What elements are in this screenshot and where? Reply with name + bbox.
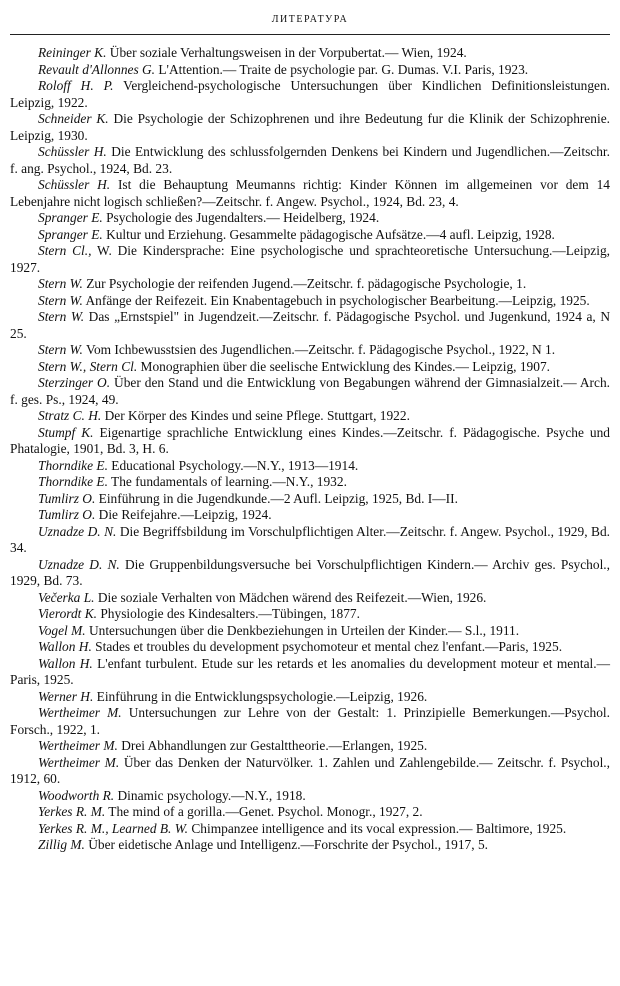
entry-citation: Drei Abhandlungen zur Gestalttheorie.—Erlangen, 1925. xyxy=(117,738,428,753)
bibliography-entry xyxy=(10,788,610,805)
entry-author: Woodworth R. xyxy=(38,787,115,803)
bibliography-entry xyxy=(10,111,610,144)
entry-author: Wallon H. xyxy=(38,655,93,671)
entry-author: Thorndike E. xyxy=(38,457,108,473)
entry-author: Wertheimer M. xyxy=(38,738,118,753)
bibliography-entry xyxy=(10,474,610,491)
entry-citation: Die Psychologie der Schizophrenen und ihre Bedeutung fur die Klinik der Schizophrenie. Leipzig, 1930. xyxy=(10,111,611,143)
bibliography-entry xyxy=(10,491,610,508)
entry-citation: Chimpanzee intelligence and its vocal expression.— Baltimore, 1925. xyxy=(188,820,567,836)
bibliography-entry xyxy=(10,144,610,177)
entry-citation: Psychologie des Jugendalters.— Heidelberg, 1924. xyxy=(102,210,380,225)
entry-citation: Einführung in die Jugendkunde.—2 Aufl. Leipzig, 1925, Bd. I—II. xyxy=(95,490,458,506)
bibliography-entry xyxy=(10,293,610,310)
bibliography-entry xyxy=(10,243,610,276)
bibliography-entry xyxy=(10,425,610,458)
entry-author: Schneider K. xyxy=(38,111,109,126)
header-rule xyxy=(10,34,610,35)
entry-author: Stumpf K. xyxy=(38,424,94,440)
bibliography-entry xyxy=(10,227,610,244)
entry-citation: Über soziale Verhaltungsweisen in der Vorpubertat.— Wien, 1924. xyxy=(106,45,467,60)
entry-citation: Über das Denken der Naturvölker. 1. Zahlen und Zahlengebilde.— Zeitschr. f. Psychol., 1912, 60. xyxy=(10,754,610,786)
entry-citation: Über den Stand und die Entwicklung von Begabungen während der Gimnasialzeit.— Arch. f. ges. Ps., 1924, 49. xyxy=(10,375,610,407)
bibliography-list xyxy=(10,45,610,854)
entry-citation: Der Körper des Kindes und seine Pflege. Stuttgart, 1922. xyxy=(101,408,410,423)
bibliography-entry xyxy=(10,705,610,738)
entry-citation: Einführung in die Entwicklungspsychologie.—Leipzig, 1926. xyxy=(93,688,428,704)
entry-author: Wallon H. xyxy=(38,639,92,654)
entry-author: Revault d'Allonnes G. xyxy=(38,61,156,77)
entry-citation: Educational Psychology.—N.Y., 1913—1914. xyxy=(107,457,359,473)
entry-citation: Stades et troubles du development psychomoteur et mental chez l'enfant.—Paris, 1925. xyxy=(91,639,563,654)
entry-citation: Die Reifejahre.—Leipzig, 1924. xyxy=(95,507,272,522)
bibliography-entry xyxy=(10,342,610,359)
entry-author: Vogel M. xyxy=(38,622,86,638)
entry-citation: The fundamentals of learning.—N.Y., 1932. xyxy=(107,474,347,489)
bibliography-entry xyxy=(10,359,610,376)
entry-citation: Monographien über die seelische Entwicklung des Kindes.— Leipzig, 1907. xyxy=(137,358,550,374)
entry-citation: Vergleichend-psychologische Untersuchungen über Kindlichen Definitionsleistungen. Leipzig, 1922. xyxy=(10,78,610,110)
bibliography-entry xyxy=(10,210,610,227)
entry-citation: Untersuchungen über die Denkbeziehungen in Urteilen der Kinder.— S.l., 1911. xyxy=(85,622,520,638)
bibliography-entry xyxy=(10,62,610,79)
entry-author: Werner H. xyxy=(38,688,94,704)
bibliography-entry xyxy=(10,557,610,590)
entry-author: Večerka L. xyxy=(38,589,95,605)
bibliography-entry xyxy=(10,458,610,475)
entry-author: Stern W. xyxy=(38,309,85,324)
bibliography-entry xyxy=(10,623,610,640)
entry-citation: Eigenartige sprachliche Entwicklung eines Kindes.—Zeitschr. f. Pädagogische. Psyche und Phatalogie, 1901, Bd. 3, H. 6. xyxy=(10,424,610,456)
bibliography-entry xyxy=(10,45,610,62)
bibliography-entry xyxy=(10,755,610,788)
entry-author: Wertheimer M. xyxy=(38,754,120,770)
entry-author: Uznadze D. N. xyxy=(38,556,120,572)
entry-citation: Physiologie des Kindesalters.—Tübingen, 1877. xyxy=(97,606,360,621)
bibliography-entry xyxy=(10,606,610,623)
page xyxy=(10,0,610,854)
bibliography-entry xyxy=(10,408,610,425)
entry-citation: Untersuchungen zur Lehre von der Gestalt: 1. Prinzipielle Bemerkungen.—Psychol. Forsch., 1922, 1. xyxy=(10,705,610,737)
entry-author: Tumlirz O. xyxy=(38,490,96,506)
entry-author: Wertheimer M. xyxy=(38,705,122,720)
entry-author: Spranger E. xyxy=(38,226,103,242)
entry-citation: Ist die Behauptung Meumanns richtig: Kinder Können im allgemeinen vor dem 14 Lebenjahre nicht logisch schließen?—Zeitschr. f. Angew. Psychol., 1924, Bd. 23, 4. xyxy=(10,177,610,209)
entry-author: Stern Cl., xyxy=(38,243,92,258)
bibliography-entry xyxy=(10,804,610,821)
entry-citation: Vom Ichbewusstsien des Jugendlichen.—Zeitschr. f. Pädagogische Psychol., 1922, N 1. xyxy=(82,342,556,357)
entry-citation: L'enfant turbulent. Etude sur les retards et les anomalies du development moteur et mental.—Paris, 1925. xyxy=(10,655,610,687)
entry-author: Stern W. xyxy=(38,276,83,291)
bibliography-entry xyxy=(10,78,610,111)
entry-author: Schüssler H. xyxy=(38,177,111,192)
bibliography-entry xyxy=(10,177,610,210)
entry-author: Stern W. xyxy=(38,342,83,357)
entry-author: Reininger K. xyxy=(38,45,107,60)
entry-citation: Die Gruppenbildungsversuche bei Vorschulpflichtigen Kindern.— Archiv ges. Psychol., 1929, Bd. 73. xyxy=(10,556,610,588)
entry-author: Roloff H. P. xyxy=(38,78,114,93)
bibliography-entry xyxy=(10,276,610,293)
bibliography-entry xyxy=(10,524,610,557)
bibliography-entry xyxy=(10,639,610,656)
bibliography-entry xyxy=(10,689,610,706)
entry-author: Stern W., Stern Cl. xyxy=(38,358,138,374)
bibliography-entry xyxy=(10,821,610,838)
entry-citation: Kultur und Erziehung. Gesammelte pädagogische Aufsätze.—4 aufl. Leipzig, 1928. xyxy=(102,226,555,242)
entry-author: Yerkes R. M. xyxy=(38,804,106,819)
entry-citation: Zur Psychologie der reifenden Jugend.—Zeitschr. f. pädagogische Psychologie, 1. xyxy=(82,276,527,291)
entry-author: Stratz C. H. xyxy=(38,408,102,423)
entry-citation: The mind of a gorilla.—Genet. Psychol. Monogr., 1927, 2. xyxy=(105,804,423,819)
entry-author: Zillig M. xyxy=(38,837,85,852)
entry-citation: Die Entwicklung des schlussfolgernden Denkens bei Kindern und Jugendlichen.—Zeitschr. f. ang. Psychol., 1924, Bd. 23. xyxy=(10,144,610,176)
entry-author: Tumlirz O. xyxy=(38,507,96,522)
entry-citation: Die soziale Verhalten von Mädchen wärend des Reifezeit.—Wien, 1926. xyxy=(94,589,487,605)
entry-author: Uznadze D. N. xyxy=(38,523,117,539)
entry-author: Schüssler H. xyxy=(38,144,107,159)
bibliography-entry xyxy=(10,590,610,607)
bibliography-entry xyxy=(10,309,610,342)
entry-author: Spranger E. xyxy=(38,210,103,225)
bibliography-entry xyxy=(10,507,610,524)
running-header: ЛИТЕРАТУРА xyxy=(271,14,349,25)
entry-citation: Dinamic psychology.—N.Y., 1918. xyxy=(114,787,306,803)
entry-citation: L'Attention.— Traite de psychologie par. G. Dumas. V.I. Paris, 1923. xyxy=(155,61,529,77)
entry-citation: W. Die Kindersprache: Eine psychologische und sprachteoretische Untersuchung.—Leipzig, 1927. xyxy=(10,243,610,275)
entry-citation: Über eidetische Anlage und Intelligenz.—Forschrite der Psychol., 1917, 5. xyxy=(84,837,488,852)
bibliography-entry xyxy=(10,375,610,408)
entry-author: Sterzinger O. xyxy=(38,375,111,390)
entry-author: Vierordt K. xyxy=(38,606,98,621)
entry-author: Stern W. xyxy=(38,292,83,308)
bibliography-entry xyxy=(10,837,610,854)
entry-citation: Anfänge der Reifezeit. Ein Knabentagebuch in psychologischer Bearbeitung.—Leipzig, 1925. xyxy=(82,292,590,308)
entry-author: Thorndike E. xyxy=(38,474,108,489)
entry-citation: Die Begriffsbildung im Vorschulpflichtigen Alter.—Zeitschr. f. Angew. Psychol., 1929, Bd. 34. xyxy=(10,523,610,555)
entry-author: Yerkes R. M., Learned B. W. xyxy=(38,820,189,836)
entry-citation: Das „Ernstspiel" in Jugendzeit.—Zeitschr. f. Pädagogische Psychol. und Jugenkund, 1924 a, N 25. xyxy=(10,309,610,341)
bibliography-entry xyxy=(10,738,610,755)
bibliography-entry xyxy=(10,656,610,689)
